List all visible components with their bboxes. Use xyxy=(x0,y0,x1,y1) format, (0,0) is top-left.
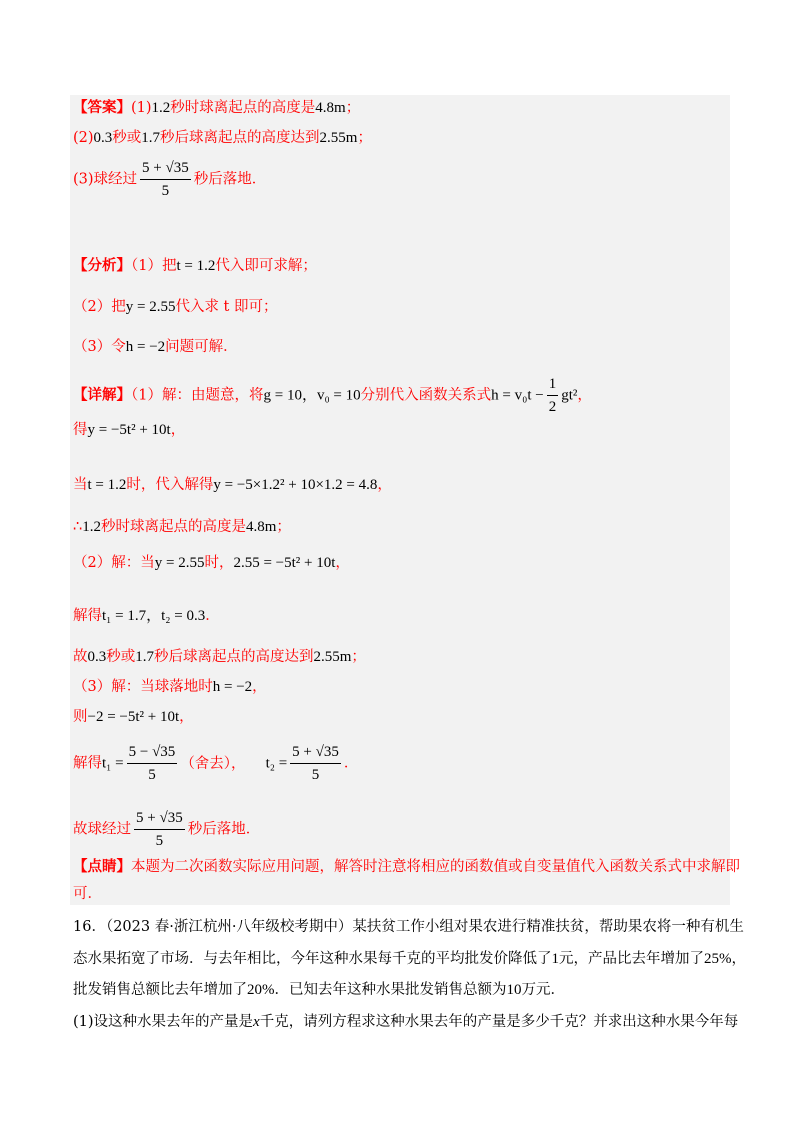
detail-line-4: ∴1.2秒时球离起点的高度是4.8m； xyxy=(73,519,291,535)
comment-label: 【点睛】 xyxy=(73,858,131,875)
analysis-line-2: （2）把y = 2.55代入求 t 即可； xyxy=(73,299,278,315)
analysis-label: 【分析】 xyxy=(73,257,131,274)
detail-line-11: 故球经过 $\frac{5 + √35}{5}$ 秒后落地． xyxy=(73,810,261,849)
detail-line-1: 【详解】（1）解：由题意，将g = 10，v₀ = 10分别代入函数关系式h = v₀t − $\frac{1}{2}$ gt²， xyxy=(73,376,592,415)
detail-line-8: （3）解：当球落地时h = −2， xyxy=(73,679,267,695)
answer-line-1: 【答案】(1)1.2秒时球离起点的高度是4.8m； xyxy=(73,99,361,116)
analysis-line-3: （3）令h = −2问题可解． xyxy=(73,339,238,355)
answer-label: 【答案】 xyxy=(73,99,131,116)
answer-line-3: (3)球经过 $\frac{5 + √35}{5}$ 秒后落地． xyxy=(73,160,267,199)
fraction: $\frac{5 + √35}{5}$ xyxy=(142,160,189,199)
analysis-line-1: 【分析】（1）把t = 1.2代入即可求解； xyxy=(73,257,317,274)
detail-line-2: 得y = −5t² + 10t， xyxy=(73,422,186,438)
detail-line-7: 故0.3秒或1.7秒后球离起点的高度达到2.55m； xyxy=(73,649,366,665)
detail-line-6: 解得t₁ = 1.7，t₂ = 0.3． xyxy=(73,608,220,624)
detail-line-9: 则−2 = −5t² + 10t， xyxy=(73,709,194,725)
fraction: $\frac{1}{2}$ xyxy=(548,376,557,415)
detail-line-3: 当t = 1.2时，代入解得y = −5×1.2² + 10×1.2 = 4.8， xyxy=(73,477,392,493)
question-16-line-4: (1)设这种水果去年的产量是x千克，请列方程求这种水果去年的产量是多少千克？并求出这种水果今年每 xyxy=(73,1014,739,1030)
fraction: $\frac{5 + √35}{5}$ xyxy=(136,810,183,849)
answer-line-2: (2)0.3秒或1.7秒后球离起点的高度达到2.55m； xyxy=(73,130,372,146)
fraction: $\frac{5 + √35}{5}$ xyxy=(292,744,339,783)
question-16-line-3: 批发销售总额比去年增加了20%．已知去年这种水果批发销售总额为10万元． xyxy=(73,982,565,998)
detail-line-10: 解得t₁ = $\frac{5 - √35}{5}$ （舍去）， t₂ = $\frac{5 + √35}{5}$ ． xyxy=(73,744,359,783)
comment-line-2: 可． xyxy=(73,886,102,902)
fraction: $\frac{5 - √35}{5}$ xyxy=(128,744,176,783)
question-16-line-2: 态水果拓宽了市场．与去年相比，今年这种水果每千克的平均批发价降低了1元，产品比去年增加了25%， xyxy=(73,951,746,967)
question-16-line-1: 16．（2023 春·浙江杭州·八年级校考期中）某扶贫工作小组对果农进行精准扶贫，帮助果农将一种有机生 xyxy=(73,919,744,935)
detail-line-5: （2）解：当y = 2.55时，2.55 = −5t² + 10t， xyxy=(73,555,350,571)
detail-label: 【详解】 xyxy=(73,386,131,404)
comment-line-1: 【点睛】本题为二次函数实际应用问题，解答时注意将相应的函数值或自变量值代入函数关系式中求解即 xyxy=(73,858,740,875)
